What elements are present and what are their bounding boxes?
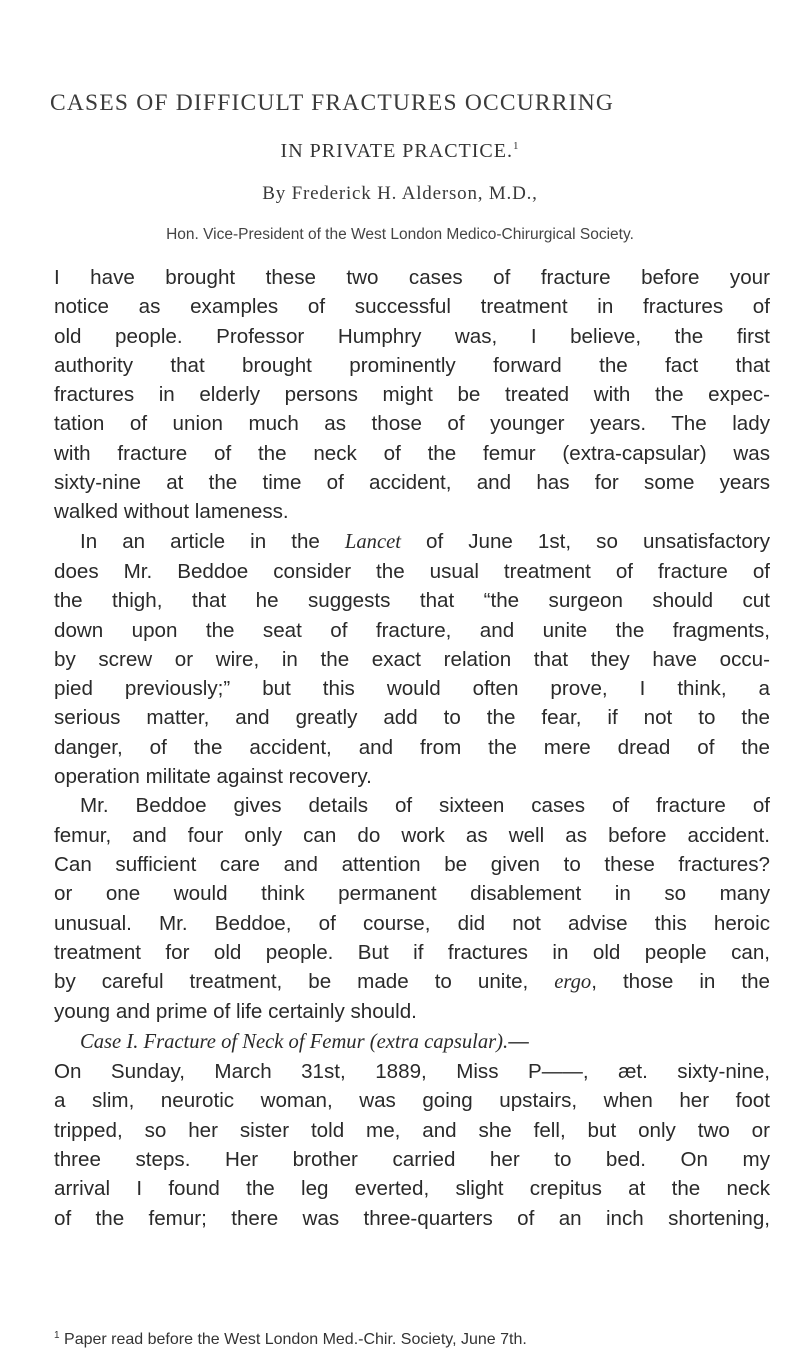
- body-text-run: In an article in the: [80, 529, 345, 553]
- footnote-mark: 1: [54, 1330, 60, 1341]
- body-line: down upon the seat of fracture, and unite the fragments,: [54, 618, 770, 642]
- footnote-text: Paper read before the West London Med.-Chir. Society, June 7th.: [64, 1331, 527, 1348]
- body-line: young and prime of life certainly should.: [54, 1000, 417, 1024]
- body-line: [54, 527, 770, 557]
- body-line: a slim, neurotic woman, was going upstairs, when her foot: [54, 1089, 770, 1113]
- body-line: with fracture of the neck of the femur (extra-capsular) was: [54, 441, 770, 465]
- body-line: fractures in elderly persons might be treated with the expec-: [54, 383, 770, 407]
- body-line: femur, and four only can do work as well as before accident.: [54, 823, 770, 847]
- body-line: arrival I found the leg everted, slight crepitus at the neck: [54, 1177, 770, 1201]
- body-line: tripped, so her sister told me, and she fell, but only two or: [54, 1118, 770, 1142]
- body-text-run: , those in the: [591, 970, 770, 994]
- body-line: of the femur; there was three-quarters of an inch shortening,: [54, 1206, 770, 1230]
- body-line: tation of union much as those of younger years. The lady: [54, 412, 770, 436]
- body-line: danger, of the accident, and from the mere dread of the: [54, 735, 770, 759]
- case-heading: Case I. Fracture of Neck of Femur (extra capsular).: [80, 1030, 509, 1053]
- body-line: or one would think permanent disablement in so many: [54, 882, 770, 906]
- journal-name: Lancet: [344, 530, 401, 553]
- body-line: On Sunday, March 31st, 1889, Miss P——, æt. sixty-nine,: [54, 1060, 770, 1084]
- case-heading-line: [54, 1027, 770, 1057]
- author-byline: By Frederick H. Alderson, M.D.,: [262, 183, 538, 204]
- footnote-reference: 1: [512, 140, 520, 152]
- body-line: old people. Professor Humphry was, I believe, the first: [54, 324, 770, 348]
- body-line: sixty-nine at the time of accident, and has for some years: [54, 471, 770, 495]
- body-line: serious matter, and greatly add to the fear, if not to the: [54, 706, 770, 730]
- body-line: notice as examples of successful treatment in fractures of: [54, 295, 770, 319]
- body-text-run: of June 1st, so unsatisfactory: [400, 529, 770, 553]
- body-line: treatment for old people. But if fractures in old people can,: [54, 940, 770, 964]
- article-subtitle: [0, 140, 800, 163]
- article-title: CASES OF DIFFICULT FRACTURES OCCURRING: [50, 90, 615, 116]
- body-line: I have brought these two cases of fracture before your: [54, 266, 770, 289]
- body-line: Mr. Beddoe gives details of sixteen cases of fracture of: [80, 794, 770, 818]
- body-line: three steps. Her brother carried her to bed. On my: [54, 1147, 770, 1171]
- body-line: operation militate against recovery.: [54, 765, 372, 789]
- body-text-run: by careful treatment, be made to unite,: [54, 970, 555, 994]
- footnote: [54, 1330, 770, 1349]
- body-line: authority that brought prominently forward the fact that: [54, 353, 770, 377]
- body-line: by screw or wire, in the exact relation that they have occu-: [54, 647, 770, 671]
- body-line: unusual. Mr. Beddoe, of course, did not advise this heroic: [54, 911, 770, 935]
- body-line: the thigh, that he suggests that “the surgeon should cut: [54, 589, 770, 613]
- author-affiliation: Hon. Vice-President of the West London Medico-Chirurgical Society.: [166, 226, 634, 243]
- latin-term: ergo: [554, 971, 592, 994]
- body-line: walked without lameness.: [54, 500, 289, 524]
- body-line: does Mr. Beddoe consider the usual treatment of fracture of: [54, 559, 770, 583]
- article-body: [54, 263, 770, 1233]
- body-line: Can sufficient care and attention be given to these fractures?: [54, 852, 770, 876]
- body-line: [54, 967, 770, 997]
- heading-dash: —: [508, 1029, 529, 1053]
- subtitle-text: IN PRIVATE PRACTICE.: [280, 140, 513, 162]
- body-line: pied previously;” but this would often prove, I think, a: [54, 677, 770, 701]
